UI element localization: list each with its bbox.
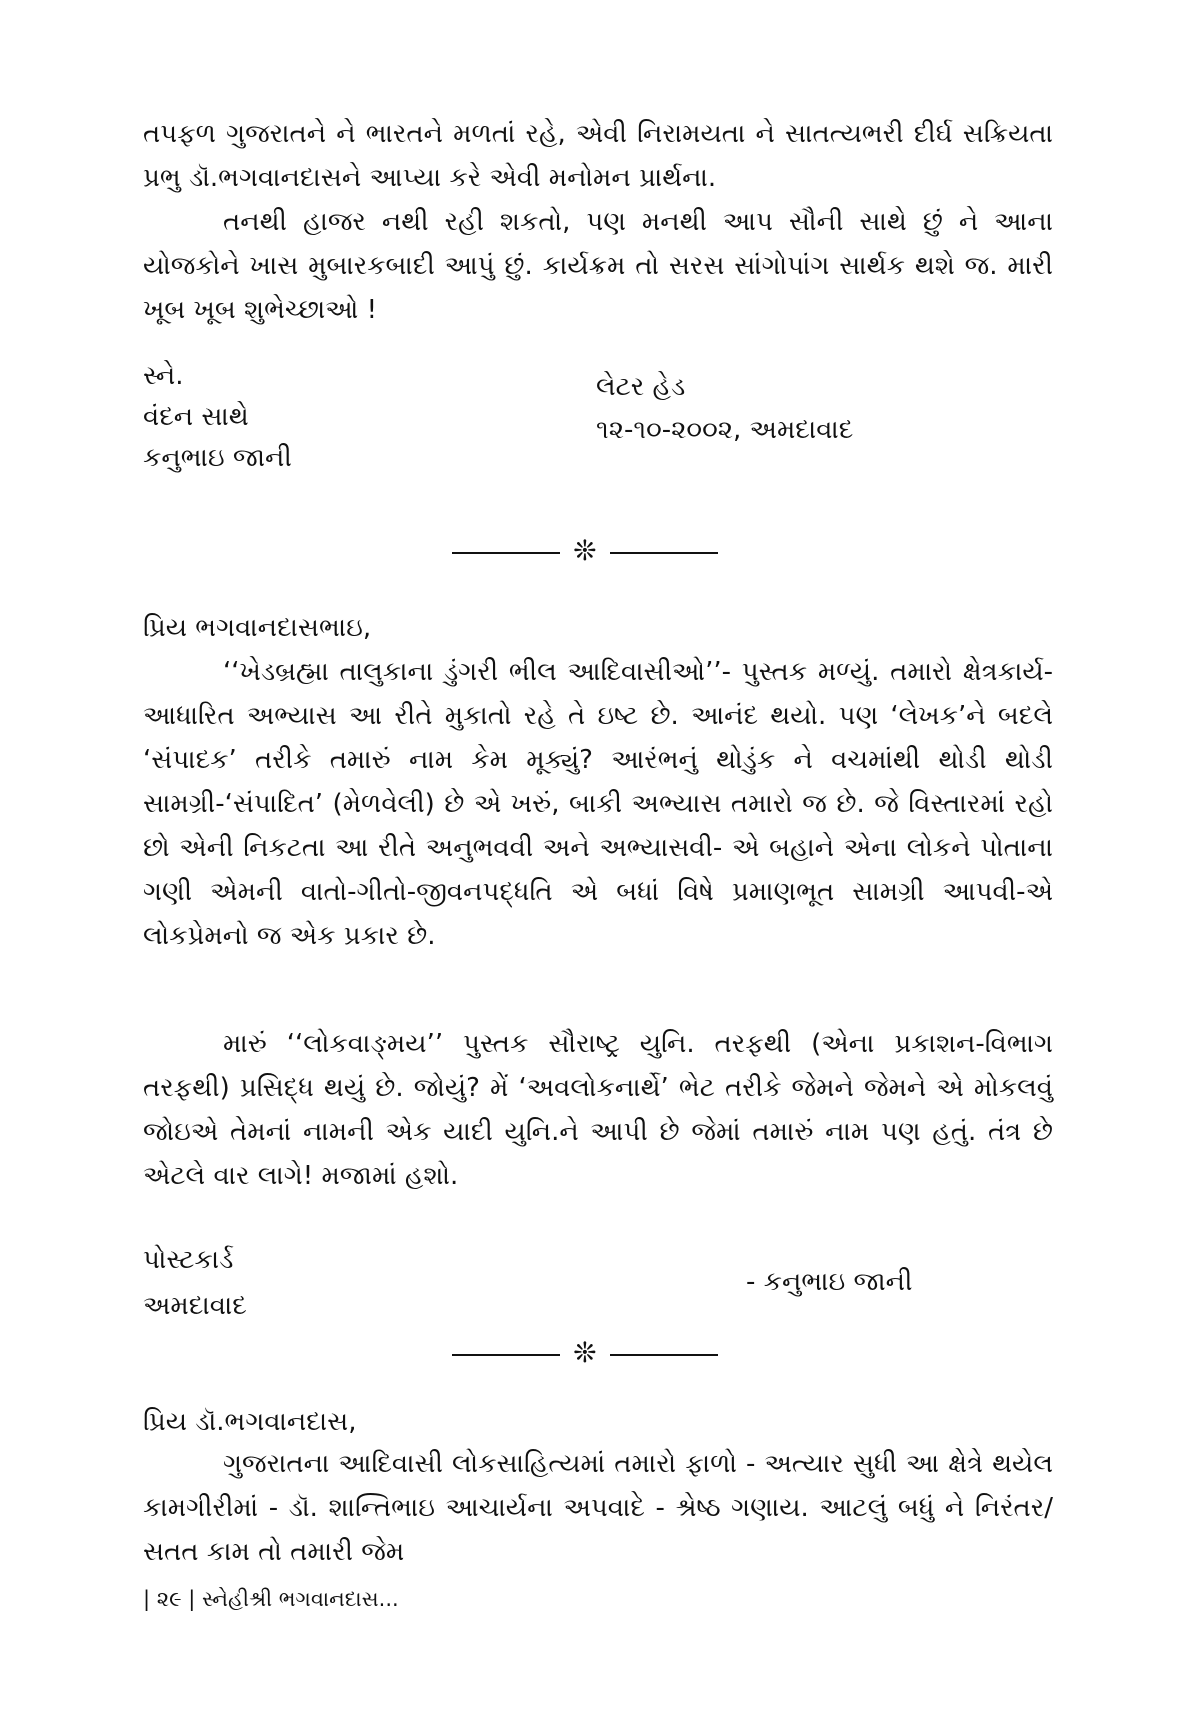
- letter1-closing-vandan: વંદન સાથે: [143, 402, 249, 432]
- footer-bar-left: |: [143, 1587, 151, 1611]
- divider-rule-right: [610, 552, 718, 554]
- letter2-signature: - કનુભાઇ જાની: [746, 1267, 913, 1297]
- divider-rule-left: [452, 552, 560, 554]
- letter2-place: અમદાવાદ: [143, 1291, 247, 1321]
- section-divider: [452, 534, 718, 568]
- letter1-letterhead-label: લેટર હેડ: [596, 372, 686, 402]
- letter2-paragraph-2: મારું ‘‘લોકવાઙ્મય’’ પુસ્તક સૌરાષ્ટ્ર યુનિ. તરફથી (એના પ્રકાશન-વિભાગ તરફથી) પ્રસિદ્ધ થયું છે. જોયું? મેં ‘અવલોકનાર્થે’ ભેટ તરીકે જેમને જેમને એ મોકલવું જોઇએ તેમનાં નામની એક યાદી યુનિ.ને આપી છે જેમાં તમારું નામ પણ હતું. તંત્ર છે એટલે વાર લાગે! મજામાં હશો.: [143, 1029, 1053, 1191]
- letter1-paragraph-2: તનથી હાજર નથી રહી શકતો, પણ મનથી આપ સૌની સાથે છું ને આના યોજકોને ખાસ મુબારકબાદી આપું છું. કાર્યક્રમ તો સરસ સાંગોપાંગ સાર્થક થશે જ. મારી ખૂબ ખૂબ શુભેચ્છાઓ !: [143, 207, 1053, 325]
- section-divider: [452, 1336, 718, 1370]
- letter1-paragraph-1: તપફળ ગુજરાતને ને ભારતને મળતાં રહે, એવી નિરામયતા ને સાતત્યભરી દીર્ઘ સક્રિયતા પ્રભુ ડૉ.ભગવાનદાસને આપ્યા કરે એવી મનોમન પ્રાર્થના.: [143, 119, 1053, 193]
- running-book-title: સ્નેહીશ્રી ભગવાનદાસ...: [201, 1587, 399, 1611]
- page-footer: [143, 1584, 399, 1614]
- letter1-closing-name: કનુભાઇ જાની: [143, 443, 292, 473]
- divider-rule-left: [452, 1354, 560, 1356]
- divider-rule-right: [610, 1354, 718, 1356]
- letter3-salutation: પ્રિય ડૉ.ભગવાનદાસ,: [143, 1407, 357, 1437]
- letter2-paragraph-1: ‘‘ખેડબ્રહ્મા તાલુકાના ડુંગરી ભીલ આદિવાસીઓ’’- પુસ્તક મળ્યું. તમારો ક્ષેત્રકાર્ય-આધારિત અભ્યાસ આ રીતે મુકાતો રહે તે ઇષ્ટ છે. આનંદ થયો. પણ ‘લેખક’ને બદલે ‘સંપાદક’ તરીકે તમારું નામ કેમ મૂક્યું? આરંભનું થોડુંક ને વચમાંથી થોડી થોડી સામગ્રી-‘સંપાદિત’ (મેળવેલી) છે એ ખરું, બાકી અભ્યાસ તમારો જ છે. જે વિસ્તારમાં રહો છો એની નિકટતા આ રીતે અનુભવવી અને અભ્યાસવી- એ બહાને એના લોકને પોતાના ગણી એમની વાતો-ગીતો-જીવનપદ્ધતિ એ બધાં વિષે પ્રમાણભૂત સામગ્રી આપવી-એ લોકપ્રેમનો જ એક પ્રકાર છે.: [143, 657, 1053, 951]
- page-number: ૨૯: [156, 1587, 182, 1611]
- letter1-date-place: ૧૨-૧૦-૨૦૦૨, અમદાવાદ: [596, 415, 854, 445]
- footer-bar-right: |: [188, 1587, 196, 1611]
- letter2-postcard-label: પોસ્ટકાર્ડ: [143, 1245, 234, 1275]
- flower-ornament-icon: ❊: [573, 534, 597, 567]
- letter3-paragraph-1: ગુજરાતના આદિવાસી લોકસાહિત્યમાં તમારો ફાળો - અત્યાર સુધી આ ક્ષેત્રે થયેલ કામગીરીમાં - ડૉ. શાન્તિભાઇ આચાર્યના અપવાદે - શ્રેષ્ઠ ગણાય. આટલું બધું ને નિરંતર/સતત કામ તો તમારી જેમ: [143, 1449, 1053, 1567]
- flower-ornament-icon: ❊: [573, 1336, 597, 1369]
- letter2-salutation: પ્રિય ભગવાનદાસભાઇ,: [143, 613, 372, 643]
- letter1-closing-sne: સ્ને.: [143, 361, 184, 391]
